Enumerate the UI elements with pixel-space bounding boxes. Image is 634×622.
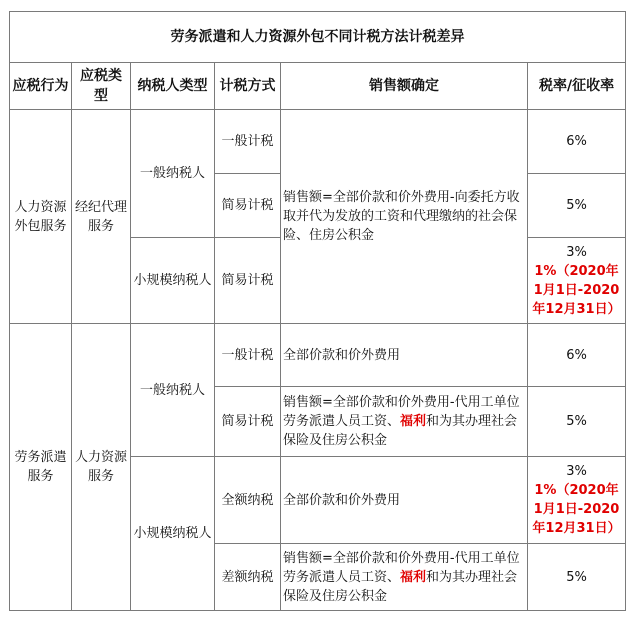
- sales-diff-2-highlight: 福利: [400, 569, 427, 585]
- method-simple-2: 简易计税: [215, 387, 281, 457]
- sales-simple-2: [281, 387, 528, 457]
- rate-general-1: 6%: [528, 110, 626, 174]
- rate-simple-1: 5%: [528, 174, 626, 238]
- sales-general-2: 全部价款和价外费用: [281, 324, 528, 387]
- header-sales-determination: 销售额确定: [281, 63, 528, 110]
- sales-simple-2-highlight: 福利: [400, 414, 427, 429]
- header-tax-method: 计税方式: [215, 63, 281, 110]
- rate-full-2-value: 3%: [566, 464, 587, 479]
- rate-full-2-note: 1%（2020年1月1日-2020年12月31日）: [532, 483, 621, 536]
- rate-full-2: [528, 457, 626, 544]
- rate-simple-2: 5%: [528, 387, 626, 457]
- type-brokerage-agency: 经纪代理服务: [72, 110, 131, 324]
- sales-desc-1: 销售额=全部价款和价外费用-向委托方收取并代为发放的工资和代理缴纳的社会保险、住房公积金: [281, 110, 528, 324]
- taxpayer-general-2: 一般纳税人: [131, 324, 215, 457]
- rate-small-1-value: 3%: [566, 244, 587, 260]
- method-full-2: 全额纳税: [215, 457, 281, 544]
- taxpayer-small-1: 小规模纳税人: [131, 238, 215, 324]
- type-human-resources: 人力资源服务: [72, 324, 131, 611]
- behavior-hr-outsourcing: 人力资源外包服务: [10, 110, 72, 324]
- header-tax-rate: 税率/征收率: [528, 63, 626, 110]
- header-taxpayer-type: 纳税人类型: [131, 63, 215, 110]
- sales-diff-2: [281, 544, 528, 611]
- tax-difference-table: [9, 11, 626, 611]
- method-simple-small-1: 简易计税: [215, 238, 281, 324]
- table-title: 劳务派遣和人力资源外包不同计税方法计税差异: [10, 12, 626, 63]
- rate-small-1-note: 1%（2020年1月1日-2020年12月31日）: [532, 263, 621, 317]
- method-general-1: 一般计税: [215, 110, 281, 174]
- method-general-2: 一般计税: [215, 324, 281, 387]
- taxpayer-small-2: 小规模纳税人: [131, 457, 215, 611]
- sales-full-2: 全部价款和价外费用: [281, 457, 528, 544]
- method-simple-1: 简易计税: [215, 174, 281, 238]
- rate-small-1: [528, 238, 626, 324]
- behavior-labor-dispatch: 劳务派遣服务: [10, 324, 72, 611]
- sales-simple-2-prefix: 销售额=全部价款和价外费用-代用工单位劳务派遣人员工资、: [283, 395, 520, 429]
- sales-diff-2-prefix: 销售额=全部价款和价外费用-代用工单位劳务派遣人员工资、: [283, 550, 520, 585]
- header-taxable-type: 应税类型: [72, 63, 131, 110]
- rate-diff-2: 5%: [528, 544, 626, 611]
- rate-general-2: 6%: [528, 324, 626, 387]
- header-taxable-behavior: 应税行为: [10, 63, 72, 110]
- taxpayer-general-1: 一般纳税人: [131, 110, 215, 238]
- sales-diff-2-suffix: 和为其办理社会保险及住房公积金: [283, 569, 518, 604]
- method-diff-2: 差额纳税: [215, 544, 281, 611]
- sales-simple-2-suffix: 和为其办理社会保险及住房公积金: [283, 414, 518, 448]
